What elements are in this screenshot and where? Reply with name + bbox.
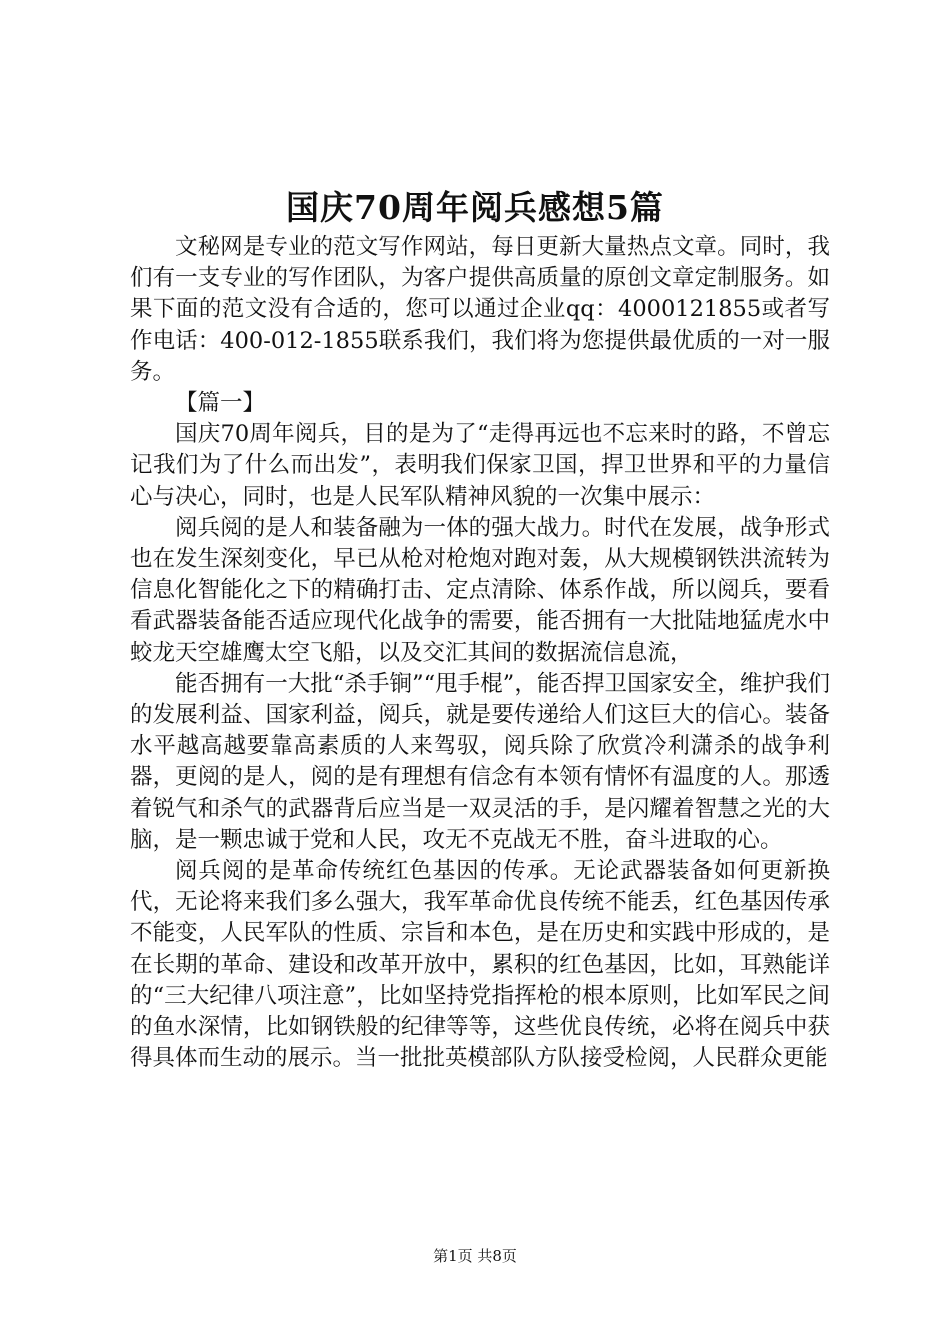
paragraph: 能否拥有一大批“杀手锏”“甩手棍”，能否捍卫国家安全，维护我们的发展利益、国家利益，阅兵，就是要传递给人们这巨大的信心。装备水平越高越要靠高素质的人来驾驭，阅兵除了欣赏冷利潇杀的战争利器，更阅的是人，阅的是有理想有信念有本领有情怀有温度的人。那透着锐气和杀气的武器背后应当是一双灵活的手，是闪耀着智慧之光的大脑，是一颗忠诚于党和人民，攻无不克战无不胜，奋斗进取的心。 [130,670,830,853]
paragraph: 国庆70周年阅兵，目的是为了“走得再远也不忘来时的路，不曾忘记我们为了什么而出发”，表明我们保家卫国，捍卫世界和平的力量信心与决心，同时，也是人民军队精神风貌的一次集中展示： [130,421,830,510]
paragraph-intro: 文秘网是专业的范文写作网站，每日更新大量热点文章。同时，我们有一支专业的写作团队，为客户提供高质量的原创文章定制服务。如果下面的范文没有合适的，您可以通过企业qq：4000121855或者写作电话：400-012-1855联系我们，我们将为您提供最优质的一对一服务。 [130,234,830,385]
document-title: 国庆70周年阅兵感想5篇 [286,188,664,227]
page-number-footer: 第1页 共8页 [433,1247,517,1265]
document-body [130,232,830,1074]
paragraph: 阅兵阅的是人和装备融为一体的强大战力。时代在发展，战争形式也在发生深刻变化，早已从枪对枪炮对跑对轰，从大规模钢铁洪流转为信息化智能化之下的精确打击、定点清除、体系作战，所以阅兵，要看看武器装备能否适应现代化战争的需要，能否拥有一大批陆地猛虎水中蛟龙天空雄鹰太空飞船，以及交汇其间的数据流信息流， [130,514,830,666]
section-heading: 【篇一】 [175,390,266,417]
paragraph: 阅兵阅的是革命传统红色基因的传承。无论武器装备如何更新换代，无论将来我们多么强大，我军革命优良传统不能丢，红色基因传承不能变，人民军队的性质、宗旨和本色，是在历史和实践中形成的，是在长期的革命、建设和改革开放中，累积的红色基因，比如，耳熟能详的“三大纪律八项注意”，比如坚持党指挥枪的根本原则，比如军民之间的鱼水深情，比如钢铁般的纪律等等，这些优良传统，必将在阅兵中获得具体而生动的展示。当一批批英模部队方队接受检阅，人民群众更能 [130,858,830,1072]
